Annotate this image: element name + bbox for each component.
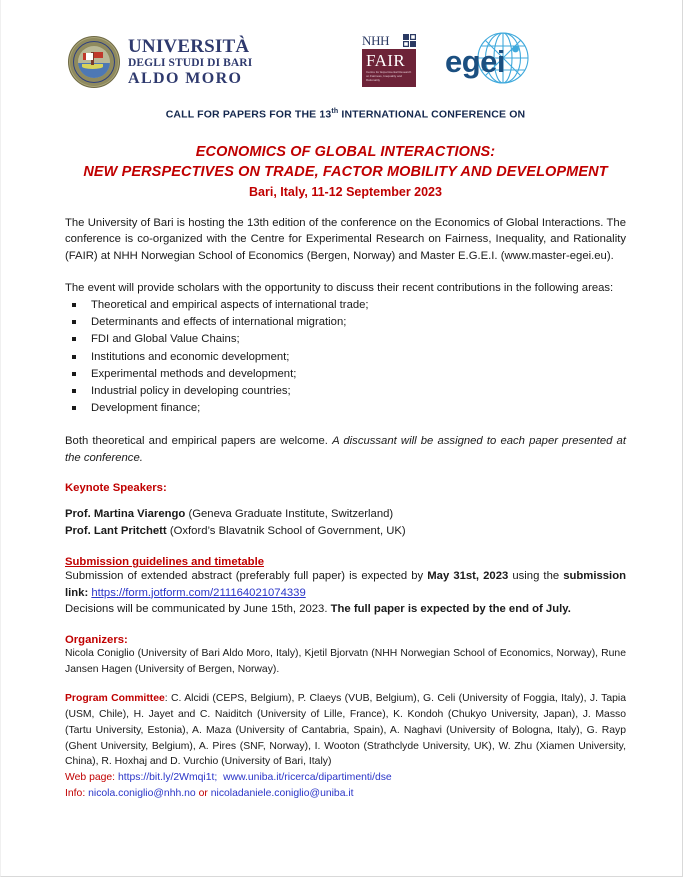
conference-date-location: Bari, Italy, 11-12 September 2023 [249, 184, 442, 199]
list-item: Institutions and economic development; [65, 349, 626, 366]
nhh-fair-logo [362, 34, 416, 87]
keynote-speaker-1 [65, 506, 626, 523]
nhh-wordmark: NHH [362, 33, 390, 48]
submission-link[interactable]: https://form.jotform.com/211164021074339 [91, 586, 306, 599]
speaker-name: Prof. Martina Viarengo [65, 508, 186, 521]
submission-link-label: submission link: [65, 570, 626, 599]
papers-welcome-paragraph [65, 433, 626, 466]
intro-paragraph: The University of Bari is hosting the 13th edition of the conference on the Economics of Global Interactions. The conference is co-organized with the Centre for Experimental Research on Fairness, Inequality, and Rationality (FAIR) at NHH Norwegian School of Economics (Bergen, Norway) and Master E.G.E.I. (www.master-egei.eu). [65, 216, 626, 262]
program-committee-label: Program Committee [65, 693, 165, 705]
university-wordmark [128, 37, 252, 88]
info-email-2[interactable]: nicoladaniele.coniglio@uniba.it [210, 788, 354, 800]
info-line [65, 786, 626, 802]
list-item: Industrial policy in developing countries; [65, 383, 626, 400]
logo-strip [65, 26, 626, 88]
cfp-ordinal-suffix: th [331, 108, 339, 115]
university-of-bari-logo [68, 36, 252, 88]
university-seal-icon [68, 36, 120, 88]
decision-line: Decisions will be communicated by June 15th, 2023. [65, 603, 331, 616]
uniba-line-2: DEGLI STUDI DI BARI [128, 56, 253, 69]
welcome-text: Both theoretical and empirical papers are welcome. [65, 435, 333, 448]
submission-line-1a: Submission of extended abstract (preferably full paper) is expected by [65, 570, 428, 583]
fair-wordmark: FAIR [366, 51, 406, 70]
list-item: Theoretical and empirical aspects of international trade; [65, 297, 626, 314]
areas-intro-paragraph: The event will provide scholars with the opportunity to discuss their recent contributions in the following areas: [65, 282, 614, 295]
cfp-post: INTERNATIONAL CONFERENCE ON [338, 108, 526, 121]
list-item: Development finance; [65, 400, 626, 417]
conference-title-line-1: ECONOMICS OF GLOBAL INTERACTIONS: [195, 143, 496, 160]
list-item: Determinants and effects of international migration; [65, 314, 626, 331]
program-committee-members: : C. Alcidi (CEPS, Belgium), P. Claeys (VUB, Belgium), G. Celi (University of Foggia, Italy), J. Tapia (USM, Chile), H. Jayet and C. Naiditch (University of Lille, France), K. Kondoh (Chukyo University, Japan), J. Masso (Tartu University, Estonia), A. Maza (University of Cantabria, Spain), A. Naghavi (University of Bologna, Italy), G. Rayp (Ghent University, Belgium), A. Pires (SNF, Norway), I. Wooton (Strathclyde University, UK), W. Zhu (Xiamen University, China), R. Hoxhaj and D. Vurchio (University of Bari, Italy) [65, 693, 626, 768]
fair-badge [362, 49, 416, 87]
keynote-speakers-heading: Keynote Speakers: [65, 482, 167, 495]
program-committee-block [65, 691, 626, 770]
uniba-line-1: UNIVERSITÀ [128, 35, 250, 57]
webpage-short-link[interactable]: https://bit.ly/2Wmqi1t; [117, 772, 218, 784]
submission-line-1b: using the [508, 570, 564, 583]
svg-text:egei: egei [445, 44, 506, 79]
fair-subtitle: Centre for Experimental Research on Fairness, Inequality and Rationality [366, 70, 412, 82]
webpage-label: Web page: [65, 772, 116, 784]
submission-deadline: May 31st, 2023 [427, 570, 509, 583]
submission-guidelines-heading: Submission guidelines and timetable [65, 556, 264, 569]
list-item: FDI and Global Value Chains; [65, 331, 626, 348]
list-item: Experimental methods and development; [65, 366, 626, 383]
info-or: or [195, 788, 211, 800]
speaker-affiliation: (Geneva Graduate Institute, Switzerland) [185, 508, 394, 521]
webpage-line [65, 770, 626, 786]
keynote-speaker-2 [65, 523, 626, 540]
submission-details [65, 568, 626, 618]
research-areas-list [65, 297, 626, 417]
conference-title-block [65, 142, 626, 199]
document-content [65, 26, 626, 803]
egei-logo [445, 30, 537, 86]
discussant-note: A discussant will be assigned to each paper presented at the conference. [65, 435, 626, 464]
nhh-square-icon [403, 34, 416, 47]
organizers-text: Nicola Coniglio (University of Bari Aldo Moro, Italy), Kjetil Bjorvatn (NHH Norwegian School of Economics, Norway), Rune Jansen Hagen (University of Bergen, Norway). [65, 647, 626, 675]
webpage-department-link[interactable]: www.uniba.it/ricerca/dipartimenti/dse [223, 772, 392, 784]
egei-globe-icon [445, 30, 537, 86]
speaker-name: Prof. Lant Pritchett [65, 525, 167, 538]
uniba-line-3: ALDO MORO [128, 70, 243, 88]
info-label: Info: [65, 788, 86, 800]
info-email-1[interactable]: nicola.coniglio@nhh.no [88, 788, 196, 800]
call-for-papers-line [65, 108, 626, 121]
cfp-pre: CALL FOR PAPERS FOR THE 13 [165, 108, 332, 121]
full-paper-deadline: The full paper is expected by the end of July. [330, 603, 571, 616]
organizers-heading: Organizers: [65, 633, 128, 646]
speaker-affiliation: (Oxford’s Blavatnik School of Government, UK) [166, 525, 406, 538]
conference-title-line-2: NEW PERSPECTIVES ON TRADE, FACTOR MOBILITY AND DEVELOPMENT [83, 164, 608, 181]
